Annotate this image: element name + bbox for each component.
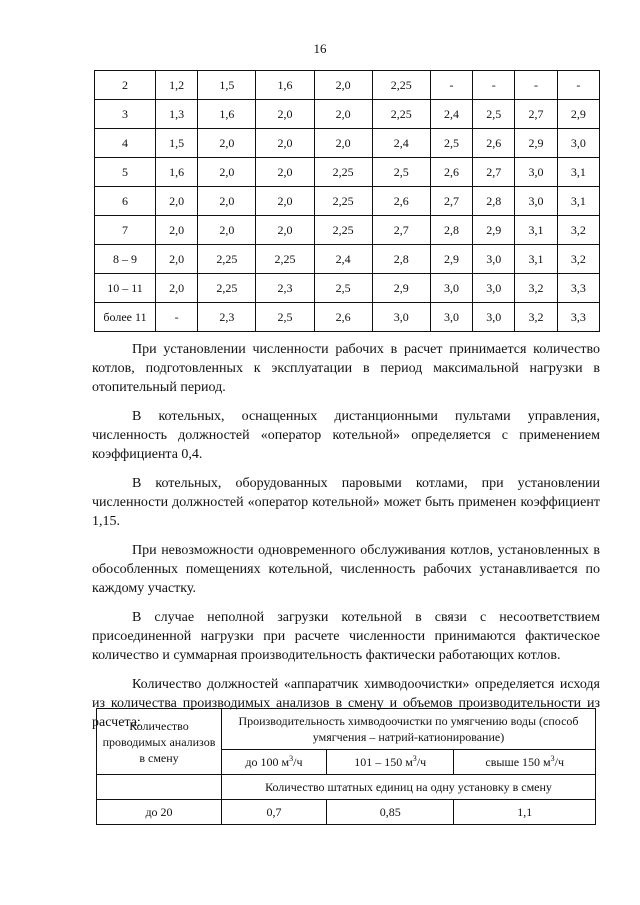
table-cell: 2,0 [256, 100, 314, 129]
analyses-header: Количество проводимых анализов в смену [97, 709, 222, 775]
table-cell: 2,0 [156, 245, 198, 274]
table-cell: 2,9 [473, 216, 515, 245]
table-cell: 2,9 [372, 274, 430, 303]
table-cell: 2,5 [430, 129, 472, 158]
table-cell: 2,7 [515, 100, 557, 129]
capacity-subheader: свыше 150 $м^3/ч$ [454, 750, 596, 775]
paragraph: В случае неполной загрузки котельной в связи с несоответствием присоединенной нагрузки при расчете численности принимаются фактическое количество и суммарная производительность фактически работающих котлов. [92, 610, 600, 663]
table-cell: 2,3 [256, 274, 314, 303]
table-cell: 3,3 [557, 303, 599, 332]
table-cell: 3,2 [557, 216, 599, 245]
table-cell: 2,5 [372, 158, 430, 187]
table-row [95, 274, 600, 303]
capacity-subheader: до 100 $м^3/ч$ [222, 750, 327, 775]
table-cell: 2,0 [314, 129, 372, 158]
table-cell: 7 [95, 216, 156, 245]
table-row [95, 303, 600, 332]
table-row [95, 216, 600, 245]
table-cell: 2,0 [314, 71, 372, 100]
table-cell: - [473, 71, 515, 100]
table-cell: 3,1 [515, 245, 557, 274]
table-cell: 2,0 [256, 216, 314, 245]
table-cell: 2,0 [156, 216, 198, 245]
body-text [92, 340, 600, 732]
table-cell: 3,1 [557, 187, 599, 216]
paragraph: Количество должностей «аппаратчик химводоочистки» определяется исходя из количества производимых анализов в смену и объемов производительности из расчета: [92, 677, 600, 730]
table-row [95, 71, 600, 100]
table-cell: 3,0 [372, 303, 430, 332]
table-cell: 2,0 [198, 187, 256, 216]
table-cell: 3,3 [557, 274, 599, 303]
table-row [95, 245, 600, 274]
table-cell: 6 [95, 187, 156, 216]
table-cell: - [430, 71, 472, 100]
table-cell: 2,7 [372, 216, 430, 245]
table-cell: 1,5 [156, 129, 198, 158]
table-cell: 8 – 9 [95, 245, 156, 274]
table-cell: 2,6 [473, 129, 515, 158]
table-cell: 2,0 [156, 274, 198, 303]
table-cell: 2,6 [314, 303, 372, 332]
table-cell: 1,6 [198, 100, 256, 129]
table-cell: 2,5 [256, 303, 314, 332]
table-cell: 2,5 [314, 274, 372, 303]
table-cell: 2,4 [372, 129, 430, 158]
table-cell: 4 [95, 129, 156, 158]
table-cell: 0,85 [326, 800, 454, 825]
table-cell: 2,25 [314, 216, 372, 245]
units-header: Количество штатных единиц на одну установку в смену [222, 775, 596, 800]
table-cell: 2,25 [372, 71, 430, 100]
table-cell: 2,0 [198, 129, 256, 158]
table-cell: 3,0 [430, 303, 472, 332]
table-cell: 2,4 [314, 245, 372, 274]
table-cell: 1,1 [454, 800, 596, 825]
table-row [95, 100, 600, 129]
table-cell: 3,1 [515, 216, 557, 245]
table-cell: 5 [95, 158, 156, 187]
paragraph: При установлении численности рабочих в расчет принимается количество котлов, подготовленных к эксплуатации в период максимальной нагрузки в отопительный период. [92, 342, 600, 395]
table-cell: 2,0 [198, 158, 256, 187]
table-cell: 2,0 [256, 158, 314, 187]
table-cell: 2,9 [515, 129, 557, 158]
table-cell: 2,9 [557, 100, 599, 129]
table-cell: 2,25 [314, 158, 372, 187]
table-cell: 1,6 [156, 158, 198, 187]
table-cell: 3,2 [557, 245, 599, 274]
table-cell: 2,8 [372, 245, 430, 274]
table-cell: 2,6 [372, 187, 430, 216]
table-cell: 2,9 [430, 245, 472, 274]
table-cell: до 20 [97, 800, 222, 825]
table-cell: 3,0 [473, 274, 515, 303]
table-cell: 2,25 [256, 245, 314, 274]
table-cell: 2,8 [430, 216, 472, 245]
table-cell: 3,2 [515, 303, 557, 332]
table-cell: 3,0 [473, 303, 515, 332]
table-cell: 2,5 [473, 100, 515, 129]
paragraph: В котельных, оснащенных дистанционными пультами управления, численность должностей «оператор котельной» определяется с применением коэффициента 0,4. [92, 409, 600, 462]
table-row [95, 129, 600, 158]
table-cell: 2,6 [430, 158, 472, 187]
norms-table [94, 70, 600, 332]
table-cell: 2,25 [198, 245, 256, 274]
table-cell: 3,0 [430, 274, 472, 303]
table-cell: 1,3 [156, 100, 198, 129]
table-cell: 3,0 [473, 245, 515, 274]
table-cell: 2,25 [372, 100, 430, 129]
table-cell: 3,0 [515, 187, 557, 216]
page-number: 16 [313, 41, 327, 56]
table-cell: - [557, 71, 599, 100]
table-cell: 2,25 [314, 187, 372, 216]
table-cell: 2,0 [156, 187, 198, 216]
capacity-header: Производительность химводоочистки по умягчению воды (способ умягчения – натрий-катионирование) [222, 709, 596, 750]
table-cell: 2,0 [256, 129, 314, 158]
water-treatment-table [96, 708, 596, 825]
table-cell: 2,4 [430, 100, 472, 129]
empty-cell [97, 775, 222, 800]
table-cell: 2 [95, 71, 156, 100]
table-cell: 2,0 [256, 187, 314, 216]
table-cell: 1,5 [198, 71, 256, 100]
table-cell: 2,8 [473, 187, 515, 216]
table-cell: 2,0 [314, 100, 372, 129]
table-row [95, 158, 600, 187]
table-cell: более 11 [95, 303, 156, 332]
table-cell: 1,2 [156, 71, 198, 100]
table-row [95, 187, 600, 216]
capacity-subheader: 101 – 150 $м^3/ч$ [326, 750, 454, 775]
table-cell: 2,0 [198, 216, 256, 245]
table-cell: 2,7 [430, 187, 472, 216]
table-cell: 2,3 [198, 303, 256, 332]
table-cell: 1,6 [256, 71, 314, 100]
table-cell: - [515, 71, 557, 100]
table-cell: 2,7 [473, 158, 515, 187]
table-cell: 3,0 [557, 129, 599, 158]
table-cell: 2,25 [198, 274, 256, 303]
table-cell: 3,2 [515, 274, 557, 303]
table-cell: 10 – 11 [95, 274, 156, 303]
table-cell: 3,1 [557, 158, 599, 187]
table-cell: 0,7 [222, 800, 327, 825]
table-cell: 3 [95, 100, 156, 129]
paragraph: При невозможности одновременного обслуживания котлов, установленных в обособленных помещениях котельной, численность рабочих устанавливается по каждому участку. [92, 543, 600, 596]
table-cell: - [156, 303, 198, 332]
paragraph: В котельных, оборудованных паровыми котлами, при установлении численности должностей «оператор котельной» может быть применен коэффициент 1,15. [92, 476, 600, 529]
table-cell: 3,0 [515, 158, 557, 187]
